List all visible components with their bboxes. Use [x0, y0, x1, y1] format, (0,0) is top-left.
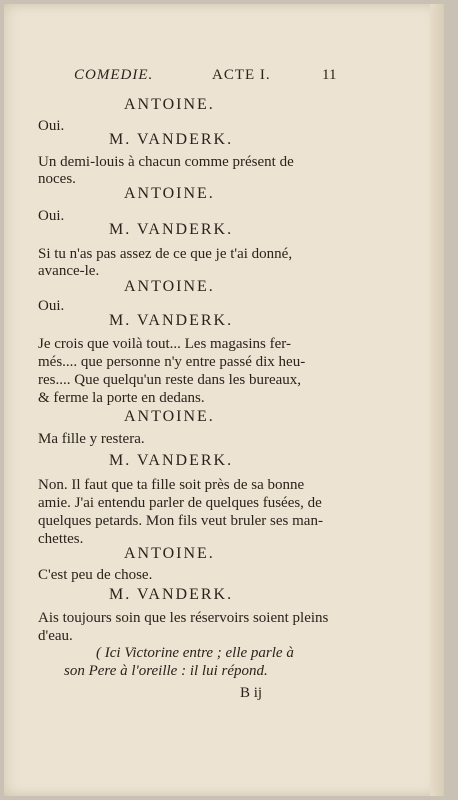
dialogue-line: Si tu n'as pas assez de ce que je t'ai donné,	[38, 246, 293, 262]
dialogue-line: noces.	[38, 171, 76, 187]
speaker-name: ANTOINE.	[124, 545, 215, 562]
dialogue-line: res.... Que quelqu'un reste dans les bureaux,	[38, 372, 302, 388]
speaker-name: M. VANDERK.	[109, 586, 234, 603]
signature-mark: B ij	[240, 685, 263, 701]
dialogue-line: avance-le.	[38, 263, 100, 279]
dialogue-line: d'eau.	[38, 628, 73, 644]
dialogue-line: Oui.	[38, 118, 65, 134]
speaker-name: M. VANDERK.	[109, 221, 234, 238]
header-act: ACTE I.	[212, 67, 271, 83]
dialogue-line: Oui.	[38, 208, 65, 224]
dialogue-line: amie. J'ai entendu parler de quelques fusées, de	[38, 495, 322, 511]
stage-direction: son Pere à l'oreille : il lui répond.	[64, 663, 268, 679]
dialogue-line: chettes.	[38, 531, 84, 547]
dialogue-line: més.... que personne n'y entre passé dix heu-	[38, 354, 306, 370]
page-edge	[430, 4, 444, 796]
header-title: COMEDIE.	[74, 67, 154, 83]
dialogue-line: Oui.	[38, 298, 65, 314]
speaker-name: M. VANDERK.	[109, 452, 234, 469]
speaker-name: ANTOINE.	[124, 408, 215, 425]
page-number: 11	[322, 67, 337, 83]
dialogue-line: quelques petards. Mon fils veut bruler ses man-	[38, 513, 323, 529]
dialogue-line: Non. Il faut que ta fille soit près de sa bonne	[38, 477, 305, 493]
speaker-name: M. VANDERK.	[109, 312, 234, 329]
dialogue-line: Un demi-louis à chacun comme présent de	[38, 154, 294, 170]
dialogue-line: C'est peu de chose.	[38, 567, 153, 583]
running-header	[74, 67, 354, 87]
speaker-name: ANTOINE.	[124, 96, 215, 113]
dialogue-line: Ma fille y restera.	[38, 431, 145, 447]
stage-direction: ( Ici Victorine entre ; elle parle à	[96, 645, 294, 661]
dialogue-line: Ais toujours soin que les réservoirs soient pleins	[38, 610, 329, 626]
book-page	[4, 4, 444, 796]
dialogue-line: Je crois que voilà tout... Les magasins fer-	[38, 336, 291, 352]
speaker-name: ANTOINE.	[124, 185, 215, 202]
speaker-name: ANTOINE.	[124, 278, 215, 295]
dialogue-line: & ferme la porte en dedans.	[38, 390, 205, 406]
speaker-name: M. VANDERK.	[109, 131, 234, 148]
